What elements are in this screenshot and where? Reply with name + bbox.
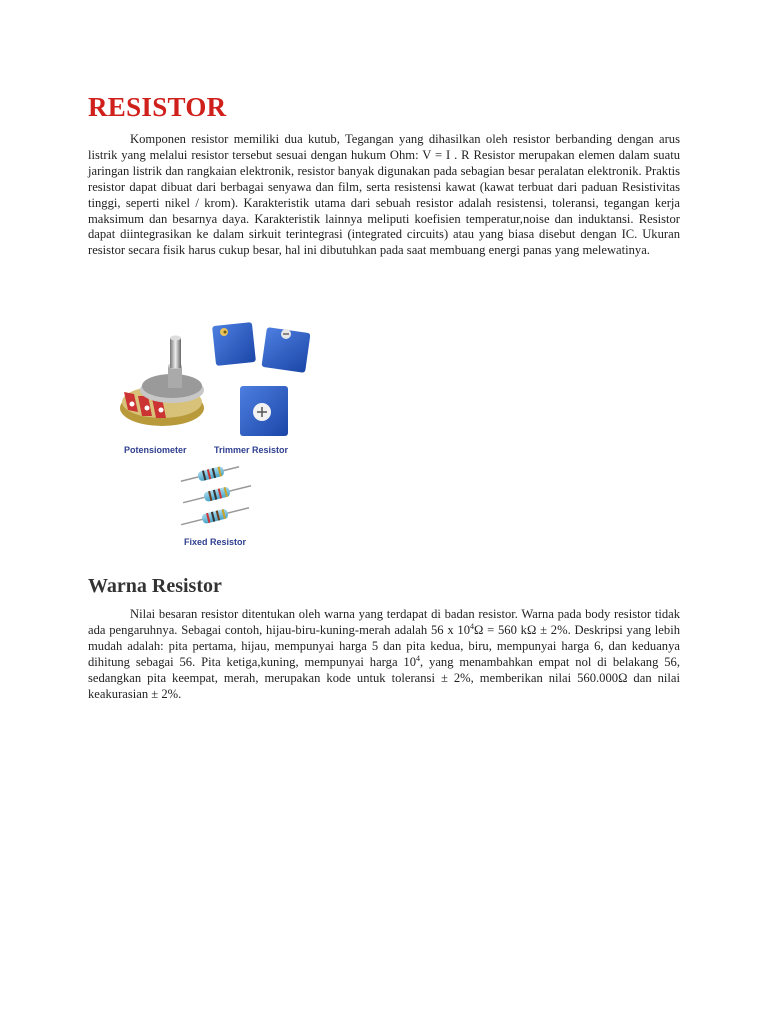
resistor-types-figure [118, 318, 310, 554]
fixed-resistor-image [180, 462, 253, 530]
caption-trimmer-resistor: Trimmer Resistor [214, 445, 289, 455]
caption-potensiometer: Potensiometer [124, 445, 187, 455]
exponent-2: 4 [416, 653, 420, 663]
exponent-1: 4 [470, 621, 474, 631]
resistor-illustration [118, 318, 310, 554]
color-code-paragraph [88, 607, 680, 702]
color-code-text-part2: Ω = 560 kΩ ± 2%. Deskripsi yang lebih mudah adalah: pita pertama, hijau, mempunyai harga 5 dan pita kedua, biru, mempunyai harga 6, dan keduanya dihitung sebagai 56. Pita ketiga,kuning, mempunyai harga 10 [88, 622, 680, 669]
color-code-text-part1: Nilai besaran resistor ditentukan oleh warna yang terdapat di badan resistor. Warna pada body resistor tidak ada pengaruhnya. Sebagai contoh, hijau-biru-kuning-merah adalah 56 x 10 [88, 607, 680, 637]
color-code-text-part3: , yang menambahkan empat nol di belakang 56, sedangkan pita keempat, merah, merupakan kode untuk toleransi ± 2%, memberikan nilai 560.000Ω dan nilai keakurasian ± 2%. [88, 654, 680, 701]
document-title: RESISTOR [88, 92, 227, 122]
potentiometer-image [120, 336, 204, 427]
trimmer-resistor-image [212, 322, 310, 436]
section-heading-warna-resistor: Warna Resistor [88, 575, 222, 597]
caption-fixed-resistor: Fixed Resistor [184, 537, 247, 547]
intro-paragraph: Komponen resistor memiliki dua kutub, Tegangan yang dihasilkan oleh resistor berbanding dengan arus listrik yang melalui resistor tersebut sesuai dengan hukum Ohm: V = I . R Resistor merupakan elemen dalam suatu jaringan listrik dan rangkaian elektronik, resistor banyak digunakan pada sebagian besar peralatan elektronik. Praktis resistor dapat dibuat dari berbagai senyawa dan film, serta resistensi kawat (kawat terbuat dari paduan Resistivitas tinggi, seperti nikel / krom). Karakteristik utama dari sebuah resistor adalah resistensi, toleransi, tegangan kerja maksimum dan besarnya daya. Karakteristik lainnya meliputi koefisien temperatur,noise dan induktansi. Resistor dapat diintegrasikan ke dalam sirkuit terintegrasi (integrated circuits) atau yang biasa disebut dengan IC. Ukuran resistor secara fisik harus cukup besar, hal ini dibutuhkan pada saat membuang energi panas yang melewatinya. [88, 132, 680, 258]
